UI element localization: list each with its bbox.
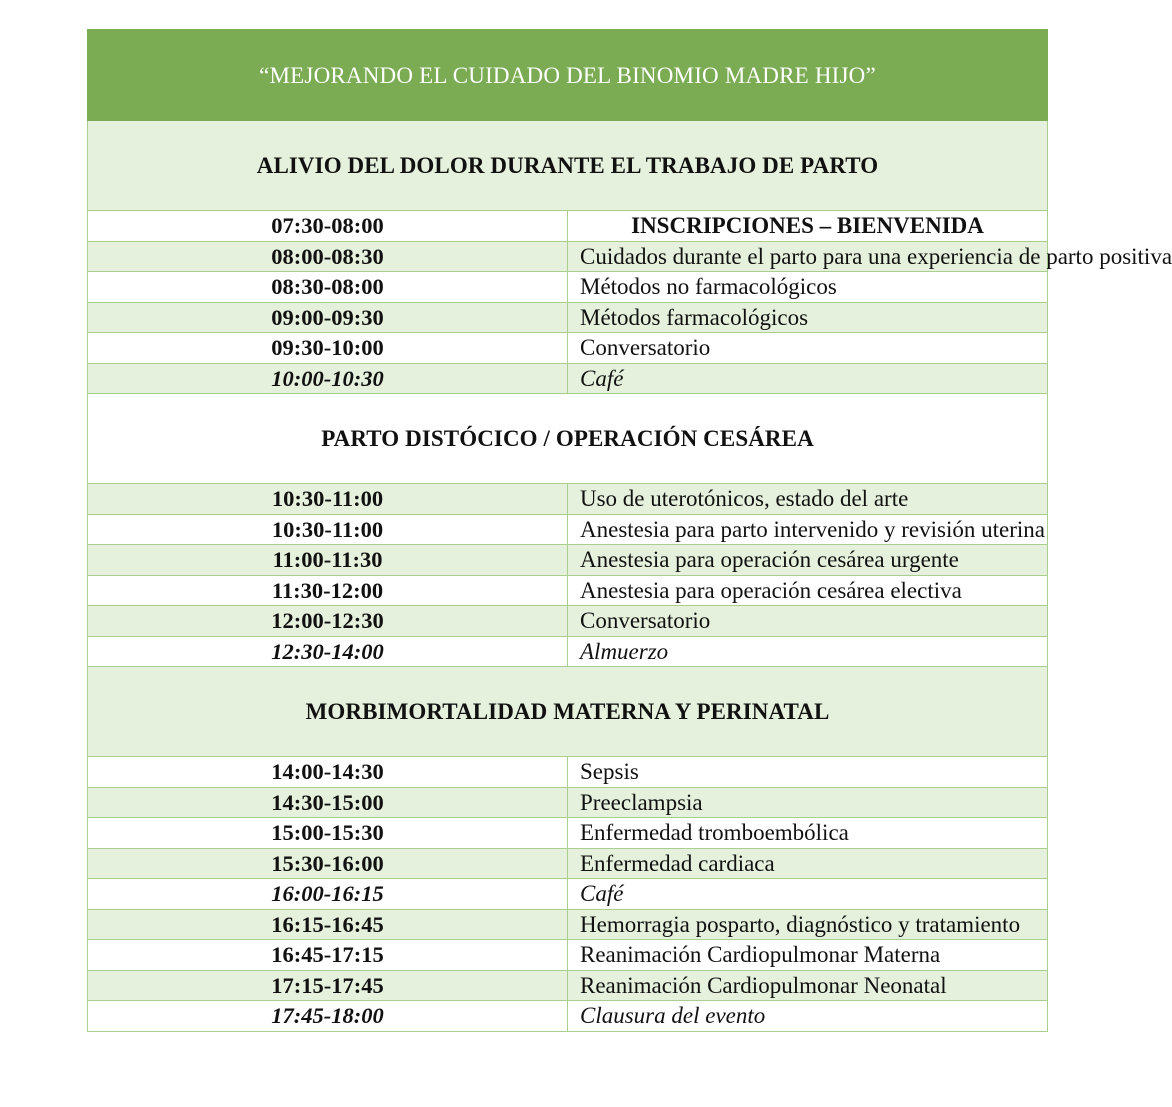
- break-row: [88, 879, 1048, 910]
- time-cell: 16:00-16:15: [88, 879, 568, 910]
- table-row: [88, 940, 1048, 971]
- section-heading-row: [88, 394, 1048, 484]
- topic-cell: Preeclampsia: [568, 787, 1048, 818]
- topic-cell: Métodos farmacológicos: [568, 302, 1048, 333]
- table-row: [88, 818, 1048, 849]
- event-title: “MEJORANDO EL CUIDADO DEL BINOMIO MADRE HIJO”: [88, 30, 1048, 121]
- table-row: [88, 757, 1048, 788]
- time-cell: 09:30-10:00: [88, 333, 568, 364]
- table-row: [88, 787, 1048, 818]
- break-row: [88, 636, 1048, 667]
- topic-cell: Café: [568, 363, 1048, 394]
- section-heading-row: [88, 121, 1048, 211]
- time-cell: 16:45-17:15: [88, 940, 568, 971]
- time-cell: 10:30-11:00: [88, 484, 568, 515]
- topic-cell: Anestesia para operación cesárea urgente: [568, 545, 1048, 576]
- time-cell: 11:00-11:30: [88, 545, 568, 576]
- section-heading: PARTO DISTÓCICO / OPERACIÓN CESÁREA: [88, 394, 1048, 484]
- topic-cell: Enfermedad tromboembólica: [568, 818, 1048, 849]
- break-row: [88, 363, 1048, 394]
- table-row: [88, 302, 1048, 333]
- topic-cell: INSCRIPCIONES – BIENVENIDA: [568, 211, 1048, 242]
- time-cell: 17:45-18:00: [88, 1001, 568, 1032]
- topic-cell: Anestesia para operación cesárea electiva: [568, 575, 1048, 606]
- table-row: [88, 514, 1048, 545]
- topic-cell: Cuidados durante el parto para una experiencia de parto positiva: [568, 241, 1048, 272]
- topic-cell: Sepsis: [568, 757, 1048, 788]
- time-cell: 14:30-15:00: [88, 787, 568, 818]
- table-row: [88, 545, 1048, 576]
- time-cell: 17:15-17:45: [88, 970, 568, 1001]
- topic-cell: Café: [568, 879, 1048, 910]
- title-row: [88, 30, 1048, 121]
- break-row: [88, 1001, 1048, 1032]
- time-cell: 10:00-10:30: [88, 363, 568, 394]
- topic-cell: Reanimación Cardiopulmonar Materna: [568, 940, 1048, 971]
- section-heading: ALIVIO DEL DOLOR DURANTE EL TRABAJO DE PARTO: [88, 121, 1048, 211]
- table-row: [88, 575, 1048, 606]
- table-row: [88, 241, 1048, 272]
- time-cell: 14:00-14:30: [88, 757, 568, 788]
- time-cell: 12:00-12:30: [88, 606, 568, 637]
- topic-cell: Métodos no farmacológicos: [568, 272, 1048, 303]
- table-row: [88, 970, 1048, 1001]
- section-heading-row: [88, 667, 1048, 757]
- topic-cell: Enfermedad cardiaca: [568, 848, 1048, 879]
- topic-cell: Conversatorio: [568, 606, 1048, 637]
- table-row: [88, 909, 1048, 940]
- time-cell: 12:30-14:00: [88, 636, 568, 667]
- table-row: [88, 848, 1048, 879]
- table-row: [88, 272, 1048, 303]
- time-cell: 07:30-08:00: [88, 211, 568, 242]
- topic-cell: Conversatorio: [568, 333, 1048, 364]
- topic-cell: Almuerzo: [568, 636, 1048, 667]
- table-row: [88, 333, 1048, 364]
- agenda-document: [87, 29, 1172, 1032]
- table-row: [88, 484, 1048, 515]
- time-cell: 08:00-08:30: [88, 241, 568, 272]
- table-row: [88, 606, 1048, 637]
- time-cell: 09:00-09:30: [88, 302, 568, 333]
- topic-cell: Anestesia para parto intervenido y revisión uterina: [568, 514, 1048, 545]
- time-cell: 15:30-16:00: [88, 848, 568, 879]
- topic-cell: Reanimación Cardiopulmonar Neonatal: [568, 970, 1048, 1001]
- agenda-table: [87, 29, 1172, 1032]
- time-cell: 08:30-08:00: [88, 272, 568, 303]
- time-cell: 16:15-16:45: [88, 909, 568, 940]
- time-cell: 11:30-12:00: [88, 575, 568, 606]
- topic-cell: Clausura del evento: [568, 1001, 1048, 1032]
- table-row: [88, 211, 1048, 242]
- section-heading: MORBIMORTALIDAD MATERNA Y PERINATAL: [88, 667, 1048, 757]
- time-cell: 15:00-15:30: [88, 818, 568, 849]
- topic-cell: Hemorragia posparto, diagnóstico y tratamiento: [568, 909, 1048, 940]
- time-cell: 10:30-11:00: [88, 514, 568, 545]
- topic-cell: Uso de uterotónicos, estado del arte: [568, 484, 1048, 515]
